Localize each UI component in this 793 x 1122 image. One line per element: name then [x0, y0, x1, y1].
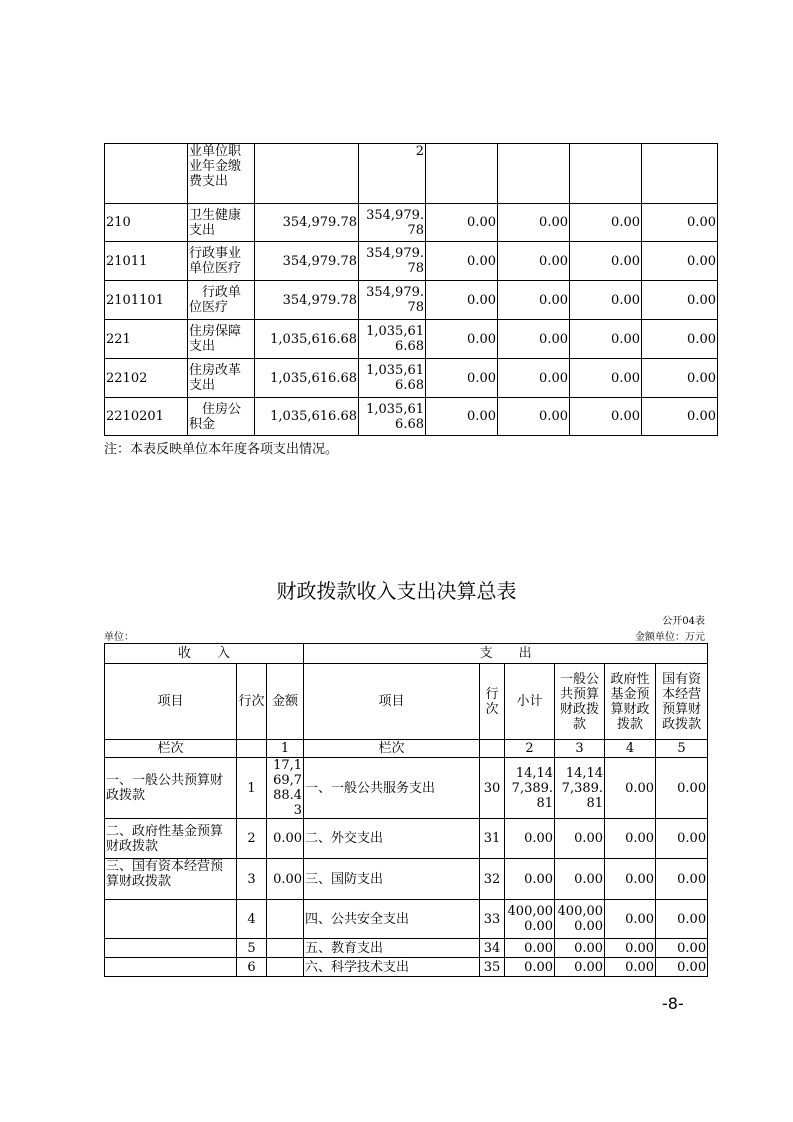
state-capital-cell: 0.00	[656, 900, 708, 939]
general-budget-cell: 0.00	[555, 819, 605, 859]
value-cell: 0.00	[570, 320, 642, 359]
page-title: 财政拨款收入支出决算总表	[276, 579, 517, 603]
income-line-header: 行次	[237, 664, 267, 740]
gov-fund-cell: 0.00	[605, 939, 656, 958]
gov-fund-cell: 0.00	[605, 900, 656, 939]
value-cell: 0.00	[426, 398, 498, 436]
expense-item: 五、教育支出	[304, 939, 480, 958]
expense-line-no: 32	[480, 859, 505, 900]
basic-cell: 354,979.78	[359, 281, 426, 320]
income-item: 三、国有资本经营预算财政拨款	[105, 859, 237, 900]
col-label: 栏次	[105, 740, 237, 758]
basic-cell: 1,035,616.68	[359, 359, 426, 398]
value-cell: 0.00	[498, 204, 570, 242]
income-amount	[267, 958, 304, 977]
value-cell: 0.00	[498, 281, 570, 320]
income-item	[105, 939, 237, 958]
expense-item: 一、一般公共服务支出	[304, 758, 480, 819]
value-cell: 0.00	[426, 242, 498, 281]
gov-fund-cell: 0.00	[605, 758, 656, 819]
total-cell: 354,979.78	[255, 242, 359, 281]
income-header: 收 入	[105, 644, 304, 664]
basic-cell: 1,035,616.68	[359, 398, 426, 436]
expense-item: 六、科学技术支出	[304, 958, 480, 977]
expense-line-no: 35	[480, 958, 505, 977]
subject-name: 行政事业单位医疗	[188, 242, 255, 281]
general-budget-cell: 0.00	[555, 859, 605, 900]
table-row	[105, 144, 718, 204]
subtotal-cell: 14,147,389.81	[505, 758, 555, 819]
col-index: 5	[656, 740, 708, 758]
value-cell: 0.00	[570, 359, 642, 398]
expense-header: 支 出	[304, 644, 708, 664]
value-cell: 0.00	[642, 359, 718, 398]
income-line-no: 3	[237, 859, 267, 900]
subtotal-cell: 400,000.00	[505, 900, 555, 939]
table-row	[105, 320, 718, 359]
subtotal-cell: 0.00	[505, 859, 555, 900]
total-cell	[255, 144, 359, 204]
state-capital-cell: 0.00	[656, 819, 708, 859]
col-label: 栏次	[304, 740, 480, 758]
col-index: 4	[605, 740, 656, 758]
total-cell: 354,979.78	[255, 281, 359, 320]
basic-cell: 2	[359, 144, 426, 204]
value-cell: 0.00	[498, 359, 570, 398]
value-cell	[642, 144, 718, 204]
column-index-row	[105, 740, 708, 758]
value-cell: 0.00	[570, 242, 642, 281]
value-cell: 0.00	[570, 281, 642, 320]
total-cell: 354,979.78	[255, 204, 359, 242]
form-number: 公开04表	[662, 616, 705, 627]
table-row	[105, 900, 708, 939]
col-empty	[480, 740, 505, 758]
general-budget-cell: 0.00	[555, 939, 605, 958]
table-row	[105, 758, 708, 819]
subject-code: 2210201	[105, 398, 188, 436]
gov-fund-cell: 0.00	[605, 819, 656, 859]
fiscal-appropriation-summary-table	[104, 643, 708, 977]
subject-name: 行政单位医疗	[188, 281, 255, 320]
value-cell	[570, 144, 642, 204]
value-cell: 0.00	[498, 242, 570, 281]
gov-fund-header: 政府性基金预算财政拨款	[605, 664, 656, 740]
state-capital-cell: 0.00	[656, 859, 708, 900]
expense-detail-table	[104, 143, 718, 436]
expense-line-no: 31	[480, 819, 505, 859]
income-amount	[267, 939, 304, 958]
col-empty	[237, 740, 267, 758]
table-note: 注：本表反映单位本年度各项支出情况。	[104, 442, 339, 457]
income-amount: 17,169,788.43	[267, 758, 304, 819]
subject-name: 住房保障支出	[188, 320, 255, 359]
subject-code: 22102	[105, 359, 188, 398]
income-item-header: 项目	[105, 664, 237, 740]
page-number: -8-	[662, 994, 684, 1013]
subject-code: 210	[105, 204, 188, 242]
table-row	[105, 359, 718, 398]
income-line-no: 2	[237, 819, 267, 859]
table-row	[105, 281, 718, 320]
value-cell: 0.00	[642, 281, 718, 320]
value-cell: 0.00	[570, 204, 642, 242]
col-index: 2	[505, 740, 555, 758]
income-amount: 0.00	[267, 819, 304, 859]
value-cell: 0.00	[570, 398, 642, 436]
subject-name: 住房改革支出	[188, 359, 255, 398]
expense-item-header: 项目	[304, 664, 480, 740]
value-cell: 0.00	[642, 398, 718, 436]
income-item	[105, 900, 237, 939]
subject-code	[105, 144, 188, 204]
value-cell: 0.00	[426, 320, 498, 359]
basic-cell: 354,979.78	[359, 242, 426, 281]
subject-code: 221	[105, 320, 188, 359]
subtotal-cell: 0.00	[505, 958, 555, 977]
income-line-no: 6	[237, 958, 267, 977]
income-item: 一、一般公共预算财政拨款	[105, 758, 237, 819]
table-row	[105, 819, 708, 859]
subject-name: 业单位职业年金缴费支出	[188, 144, 255, 204]
expense-line-no: 33	[480, 900, 505, 939]
header-row	[105, 644, 708, 664]
value-cell: 0.00	[642, 204, 718, 242]
header-row	[105, 664, 708, 740]
col-index: 1	[267, 740, 304, 758]
general-budget-cell: 14,147,389.81	[555, 758, 605, 819]
income-amount: 0.00	[267, 859, 304, 900]
table-row	[105, 242, 718, 281]
total-cell: 1,035,616.68	[255, 359, 359, 398]
state-capital-cell: 0.00	[656, 958, 708, 977]
amount-unit-label: 金额单位：万元	[635, 632, 705, 643]
subtotal-header: 小计	[505, 664, 555, 740]
expense-item: 二、外交支出	[304, 819, 480, 859]
expense-item: 三、国防支出	[304, 859, 480, 900]
income-line-no: 1	[237, 758, 267, 819]
expense-item: 四、公共安全支出	[304, 900, 480, 939]
income-item: 二、政府性基金预算财政拨款	[105, 819, 237, 859]
general-budget-cell: 400,000.00	[555, 900, 605, 939]
state-capital-cell: 0.00	[656, 758, 708, 819]
income-amount-header: 金额	[267, 664, 304, 740]
basic-cell: 354,979.78	[359, 204, 426, 242]
total-cell: 1,035,616.68	[255, 398, 359, 436]
expense-line-no: 30	[480, 758, 505, 819]
income-line-no: 5	[237, 939, 267, 958]
value-cell	[498, 144, 570, 204]
expense-line-header: 行次	[480, 664, 505, 740]
total-cell: 1,035,616.68	[255, 320, 359, 359]
unit-label: 单位：	[104, 632, 134, 643]
table-row	[105, 958, 708, 977]
expense-line-no: 34	[480, 939, 505, 958]
gov-fund-cell: 0.00	[605, 958, 656, 977]
table-row	[105, 939, 708, 958]
table-row	[105, 859, 708, 900]
col-index: 3	[555, 740, 605, 758]
value-cell	[426, 144, 498, 204]
subject-code: 2101101	[105, 281, 188, 320]
subject-code: 21011	[105, 242, 188, 281]
basic-cell: 1,035,616.68	[359, 320, 426, 359]
table-row	[105, 204, 718, 242]
state-capital-header: 国有资本经营预算财政拨款	[656, 664, 708, 740]
value-cell: 0.00	[426, 204, 498, 242]
value-cell: 0.00	[498, 398, 570, 436]
subject-name: 住房公积金	[188, 398, 255, 436]
general-budget-header: 一般公共预算财政拨款	[555, 664, 605, 740]
value-cell: 0.00	[642, 242, 718, 281]
income-item	[105, 958, 237, 977]
subtotal-cell: 0.00	[505, 819, 555, 859]
income-line-no: 4	[237, 900, 267, 939]
value-cell: 0.00	[426, 281, 498, 320]
value-cell: 0.00	[498, 320, 570, 359]
value-cell: 0.00	[642, 320, 718, 359]
subtotal-cell: 0.00	[505, 939, 555, 958]
state-capital-cell: 0.00	[656, 939, 708, 958]
subject-name: 卫生健康支出	[188, 204, 255, 242]
general-budget-cell: 0.00	[555, 958, 605, 977]
table-row	[105, 398, 718, 436]
gov-fund-cell: 0.00	[605, 859, 656, 900]
income-amount	[267, 900, 304, 939]
value-cell: 0.00	[426, 359, 498, 398]
